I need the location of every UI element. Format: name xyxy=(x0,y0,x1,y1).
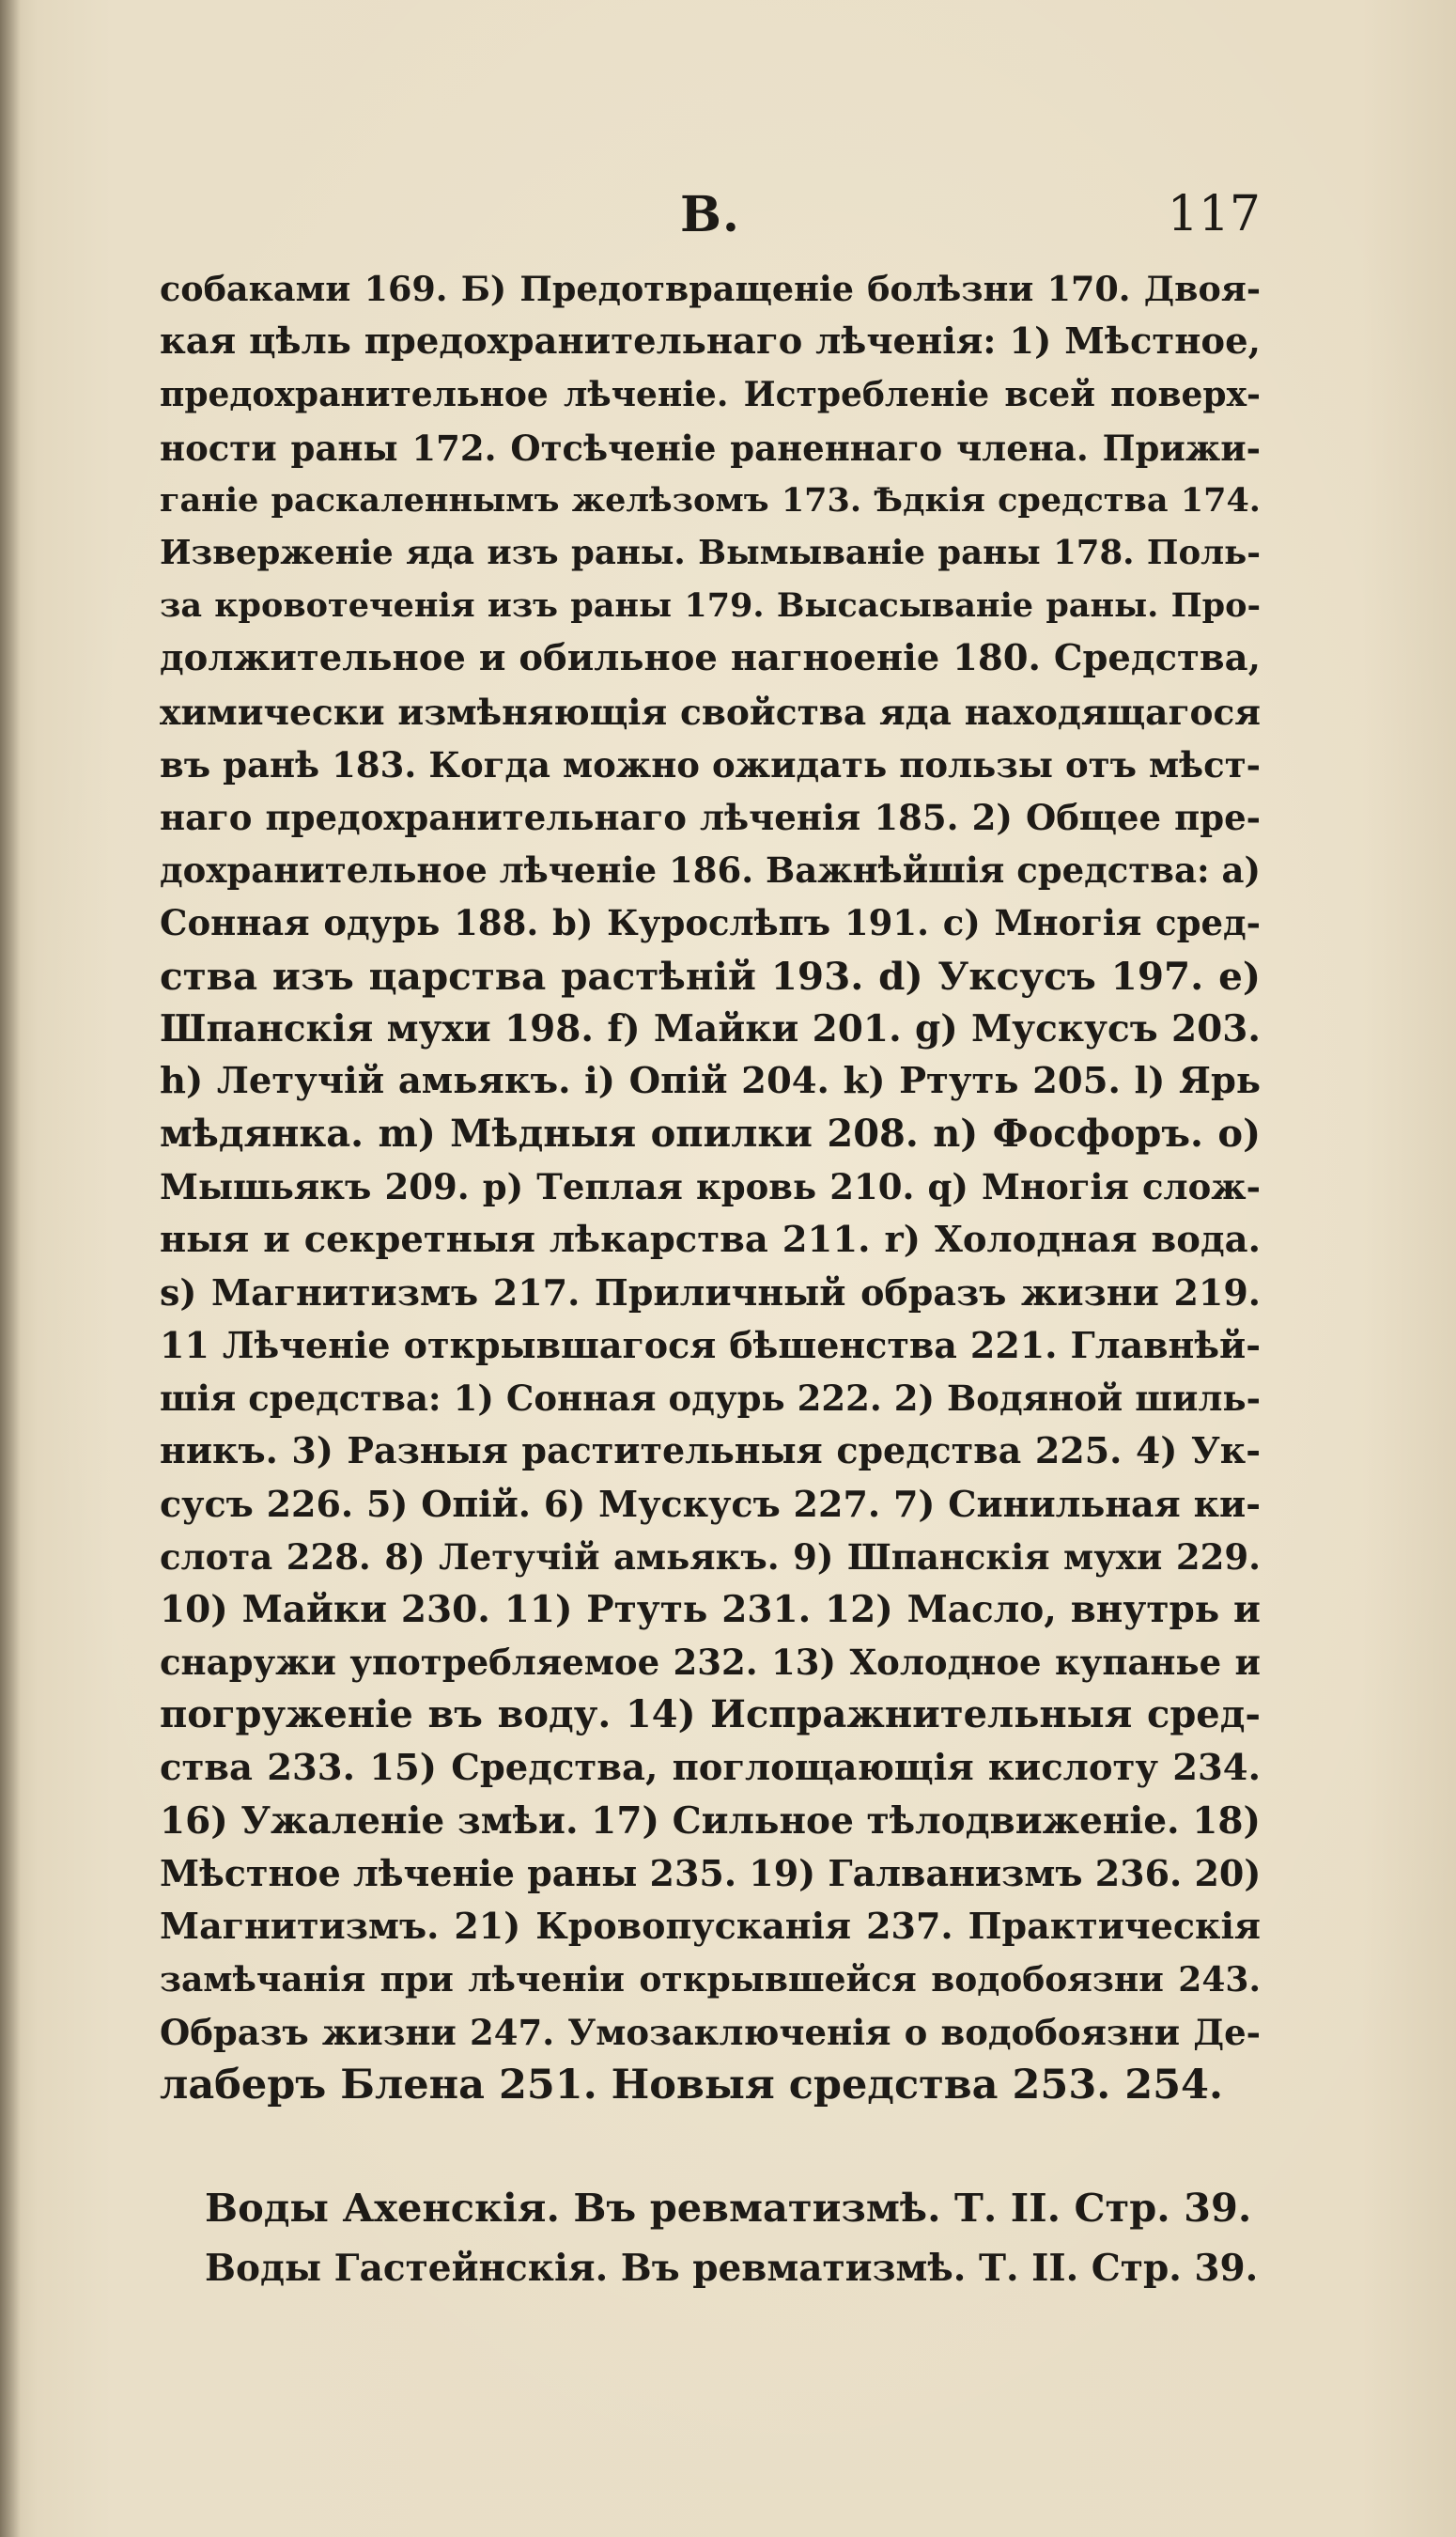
text-line: погруженіе въ воду. 14) Испражнительныя сред- xyxy=(160,1692,1261,1737)
page-number: 117 xyxy=(1167,186,1261,242)
text-line: s) Магнитизмъ 217. Приличный образъ жизни 219. xyxy=(160,1270,1261,1314)
text-line: 10) Майки 230. 11) Ртуть 231. 12) Масло, внутрь и xyxy=(160,1588,1261,1632)
text-line: кая цѣль предохранительнаго лѣченія: 1) Мѣстное, xyxy=(160,320,1261,364)
text-line: ныя и секретныя лѣкарства 211. r) Холодная вода. xyxy=(160,1218,1261,1261)
text-line: предохранительное лѣченіе. Истребленіе всей поверх- xyxy=(160,375,1261,415)
text-line: Извержeніе яда изъ раны. Вымываніе раны 178. Поль- xyxy=(160,534,1261,573)
section-letter: В. xyxy=(679,186,741,243)
index-entries xyxy=(205,2178,1261,2298)
text-line: никъ. 3) Разныя растительныя средства 225. 4) Ук- xyxy=(160,1429,1261,1472)
text-line: химически измѣняющія свойства яда находящагося xyxy=(160,691,1261,733)
text-line: собаками 169. Б) Предотвращеніе болѣзни 170. Двоя- xyxy=(160,269,1261,309)
text-line: ности раны 172. Отсѣченіе раненнаго члена. Прижи- xyxy=(160,427,1261,469)
text-line: за кровотеченія изъ раны 179. Высасываніе раны. Про- xyxy=(160,586,1261,626)
text-line: Магнитизмъ. 21) Кровопусканія 237. Практическія xyxy=(160,1905,1261,1948)
spine-shadow xyxy=(0,0,21,2537)
text-line: мѣдянка. m) Мѣдныя опилки 208. n) Фосфоръ. o) xyxy=(160,1112,1261,1157)
text-line: Сонная одурь 188. b) Курослѣпъ 191. c) Многія сред- xyxy=(160,902,1261,944)
index-entry: Воды Гастейнскія. Въ ревматизмѣ. Т. II. Стр. 39. xyxy=(205,2247,1259,2290)
text-line: 11 Лѣченіе открывшагося бѣшенства 221. Главнѣй- xyxy=(160,1324,1261,1367)
text-line: слота 228. 8) Летучій амьякъ. 9) Шпанскія мухи 229. xyxy=(160,1535,1261,1578)
text-line: h) Летучій амьякъ. i) Опій 204. k) Ртуть 205. l) Ярь xyxy=(160,1060,1261,1103)
index-entry: Воды Ахенскія. Въ ревматизмѣ. Т. II. Стр. 39. xyxy=(205,2185,1252,2231)
text-line: въ ранѣ 183. Когда можно ожидать пользы отъ мѣст- xyxy=(160,743,1261,786)
text-line: дохранительное лѣченіе 186. Важнѣйшія средства: a) xyxy=(160,849,1261,892)
text-line: должительное и обильное нагноеніе 180. Средства, xyxy=(160,637,1261,680)
text-line: снаружи употребляемое 232. 13) Холодное купанье и xyxy=(160,1642,1261,1684)
text-line: ства изъ царства растѣній 193. d) Уксусъ 197. e) xyxy=(160,953,1261,999)
text-line: Мѣстное лѣченіе раны 235. 19) Галванизмъ 236. 20) xyxy=(160,1852,1261,1895)
text-line: Мышьякъ 209. p) Теплая кровь 210. q) Многія слож- xyxy=(160,1166,1261,1208)
text-line: шія средства: 1) Сонная одурь 222. 2) Водяной шиль- xyxy=(160,1377,1261,1420)
text-line: ства 233. 15) Средства, поглощающія кислоту 234. xyxy=(160,1746,1261,1789)
index-paragraph xyxy=(160,263,1261,2111)
text-line: ганіе раскаленнымъ желѣзомъ 173. Ѣдкія средства 174. xyxy=(160,480,1261,520)
text-line: замѣчанія при лѣченіи открывшейся водобоязни 243. xyxy=(160,1959,1261,2000)
text-line: наго предохранительнаго лѣченія 185. 2) Общее пре- xyxy=(160,797,1261,839)
text-line: сусъ 226. 5) Опій. 6) Мускусъ 227. 7) Синильная ки- xyxy=(160,1482,1261,1525)
text-line: 16) Ужаленіе змѣи. 17) Сильное тѣлодвиженіе. 18) xyxy=(160,1798,1261,1843)
text-line: Образъ жизни 247. Умозаключенія о водобоязни Де- xyxy=(160,2011,1261,2053)
text-line: Шпанскія мухи 198. f) Майки 201. g) Мускусъ 203. xyxy=(160,1006,1261,1051)
page-header xyxy=(160,186,1261,252)
text-line: лаберъ Блена 251. Новыя средства 253. 254. xyxy=(160,2061,1223,2109)
